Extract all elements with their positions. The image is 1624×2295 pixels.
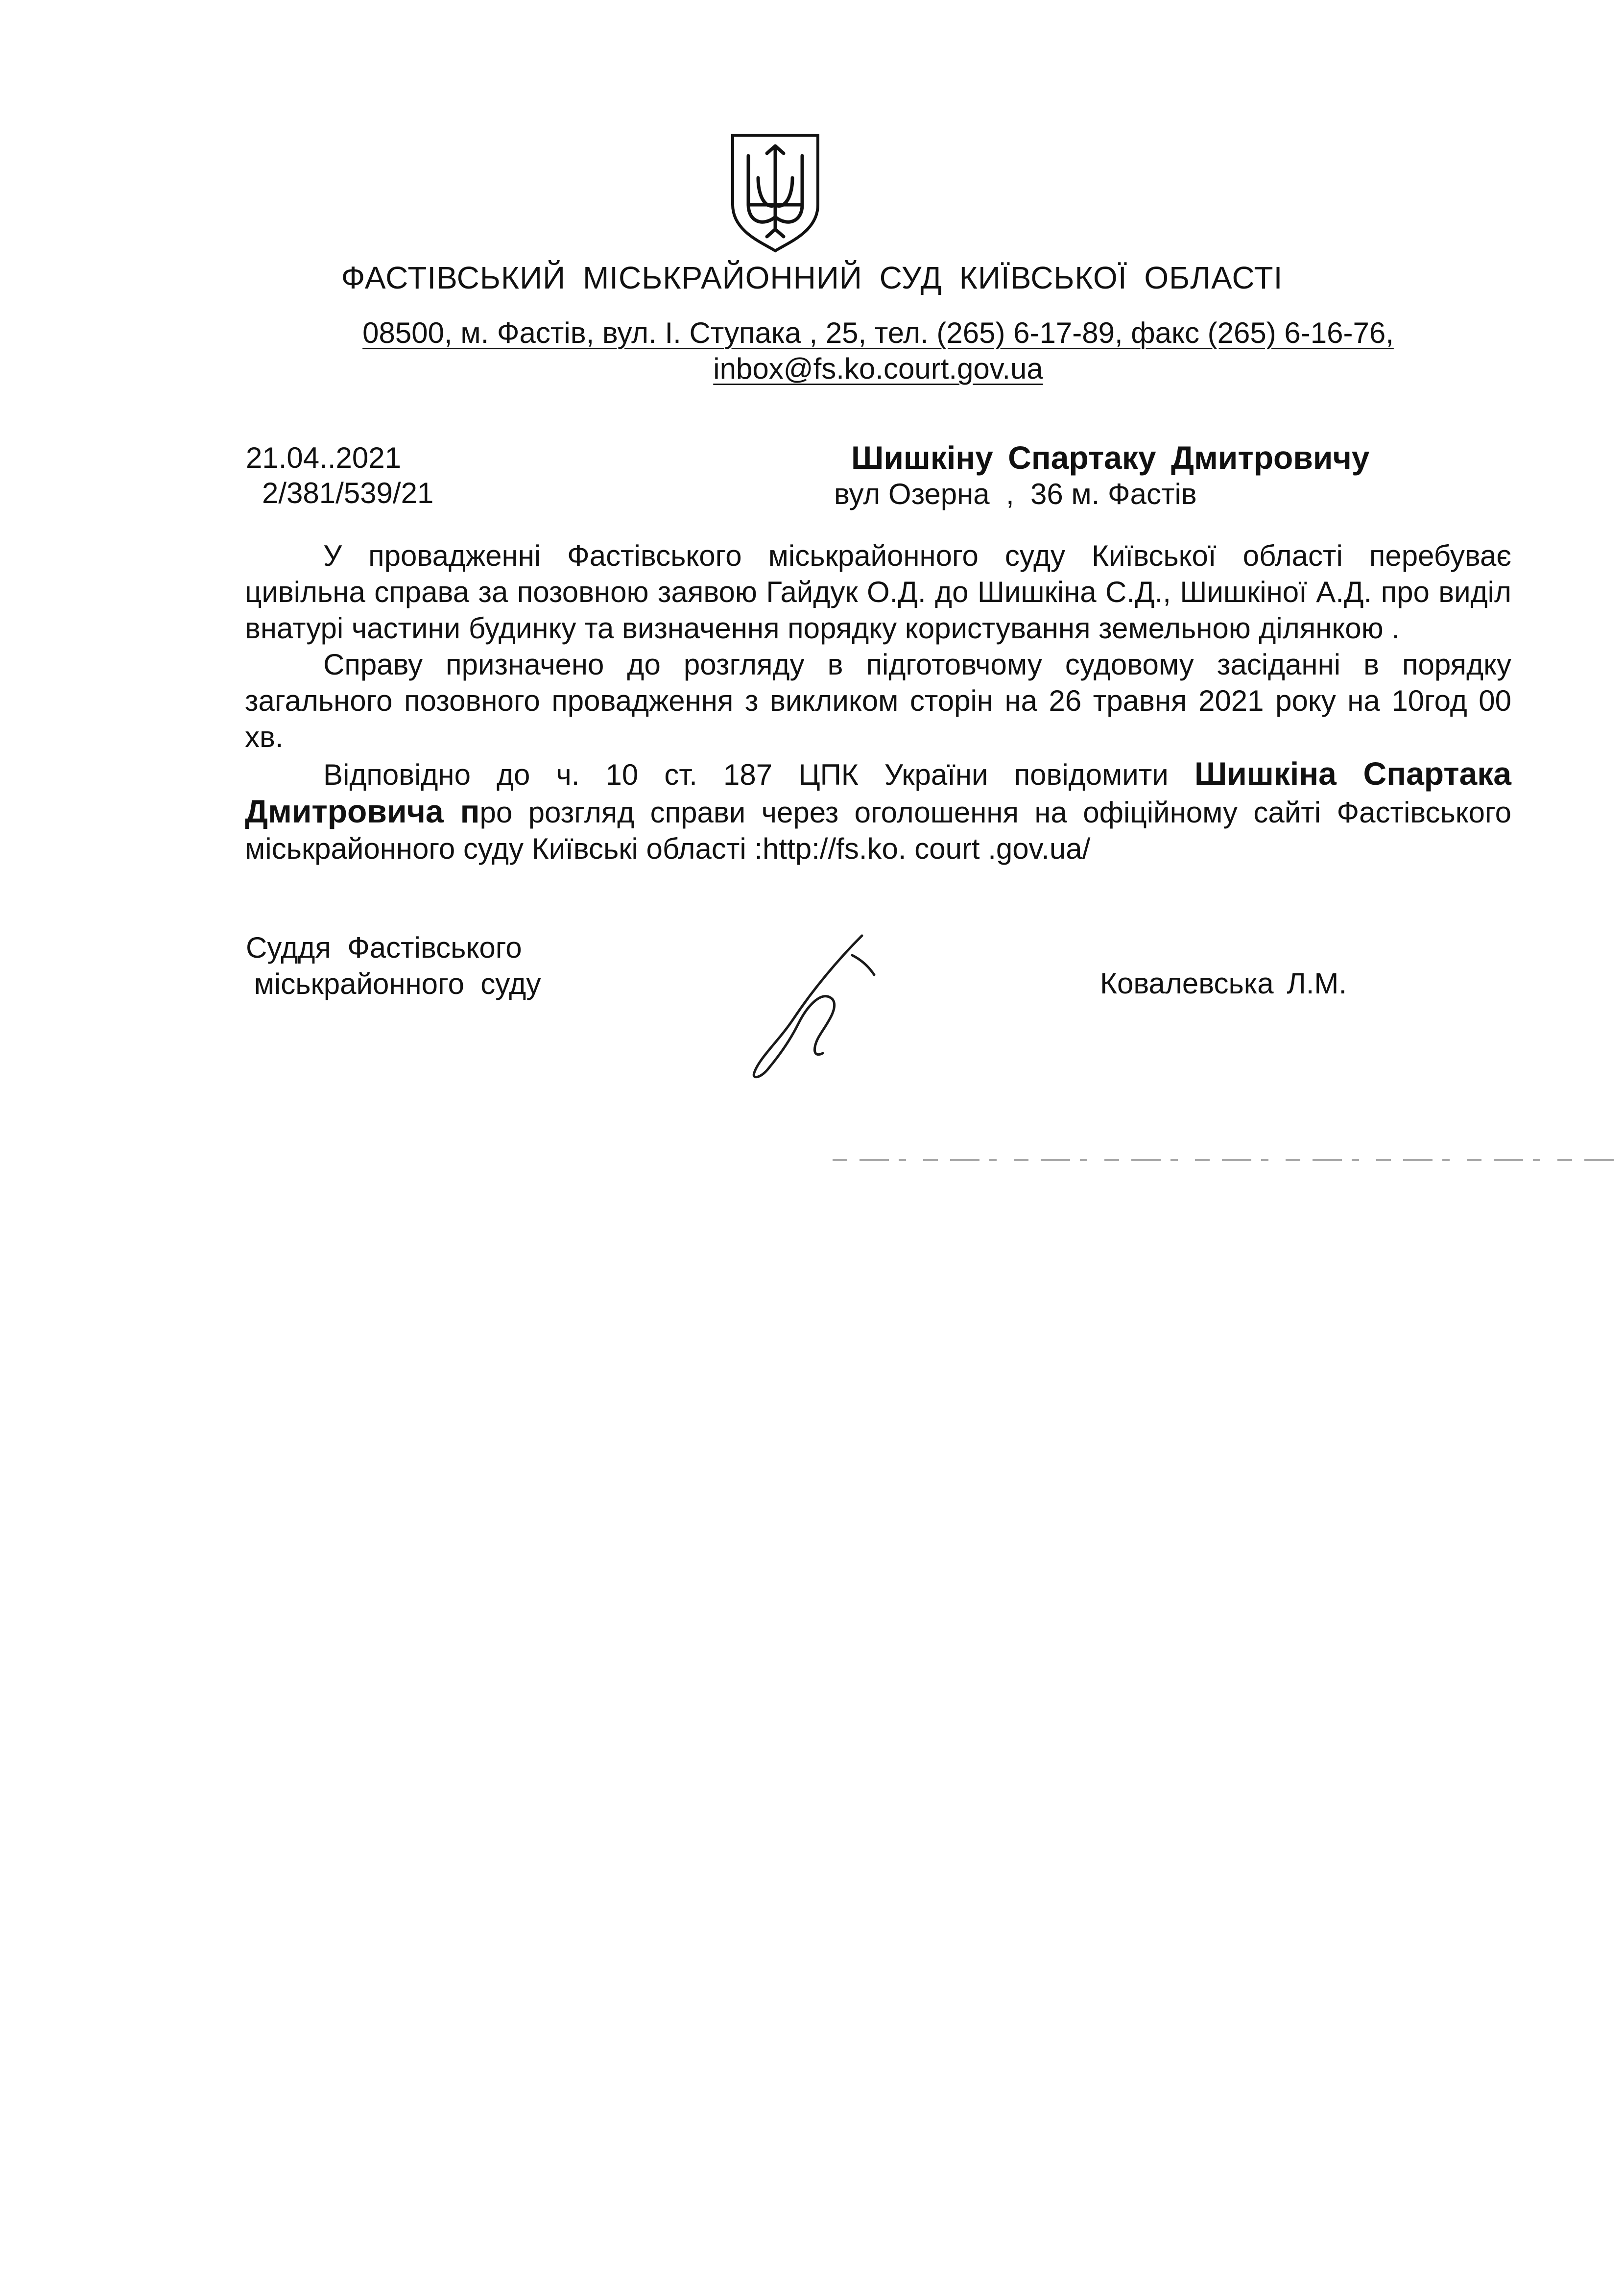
court-email: inbox@fs.ko.court.gov.ua [713, 352, 1043, 385]
trident-coat-of-arms-icon [729, 131, 822, 254]
handwritten-signature [740, 931, 886, 1083]
letter-body [245, 538, 1511, 867]
document-date: 21.04..2021 [246, 441, 401, 474]
paragraph-3-intro: Відповідно до ч. 10 ст. 187 ЦПК України повідомити [323, 758, 1194, 791]
paragraph-1: У провадженні Фастівського міськрайонного суду Київської області перебуває цивільна справа за позовною заявою Гайдук О.Д. до Шишкіна С.Д., Шишкіної А.Д. про виділ внатурі частини будинку та визначення порядку користування земельною ділянкою . [245, 539, 1511, 645]
paragraph-2: Справу призначено до розгляду в підготовчому судовому засіданні в порядку загального позовного провадження з викликом сторін на 26 травня 2021 року на 10год 00 хв. [245, 648, 1511, 753]
court-name: ФАСТІВСЬКИЙ МІСЬКРАЙОННИЙ СУД КИЇВСЬКОЇ ОБЛАСТІ [341, 260, 1283, 295]
judge-name: Ковалевська Л.М. [1100, 967, 1347, 1000]
defendant-name-bold: Шишкіна Спартака Дмитровича п [245, 755, 1512, 829]
paragraph-3-rest: ро розгляд справи через оголошення на офіційному сайті Фастівського міськрайонного суду Київські області :http://fs.ko. court .gov.ua/ [245, 796, 1511, 865]
recipient-address: вул Озерна , 36 м. Фастів [834, 478, 1197, 510]
paragraph-3 [245, 755, 1511, 867]
court-address: 08500, м. Фастів, вул. І. Ступака , 25, тел. (265) 6-17-89, факс (265) 6-16-76, [362, 316, 1394, 349]
recipient-name: Шишкіну Спартаку Дмитровичу [851, 439, 1370, 476]
judge-title: Суддя Фастівського міськрайонного суду [246, 931, 541, 1000]
case-number: 2/381/539/21 [262, 477, 434, 509]
scan-artifact-line [833, 1156, 1616, 1161]
